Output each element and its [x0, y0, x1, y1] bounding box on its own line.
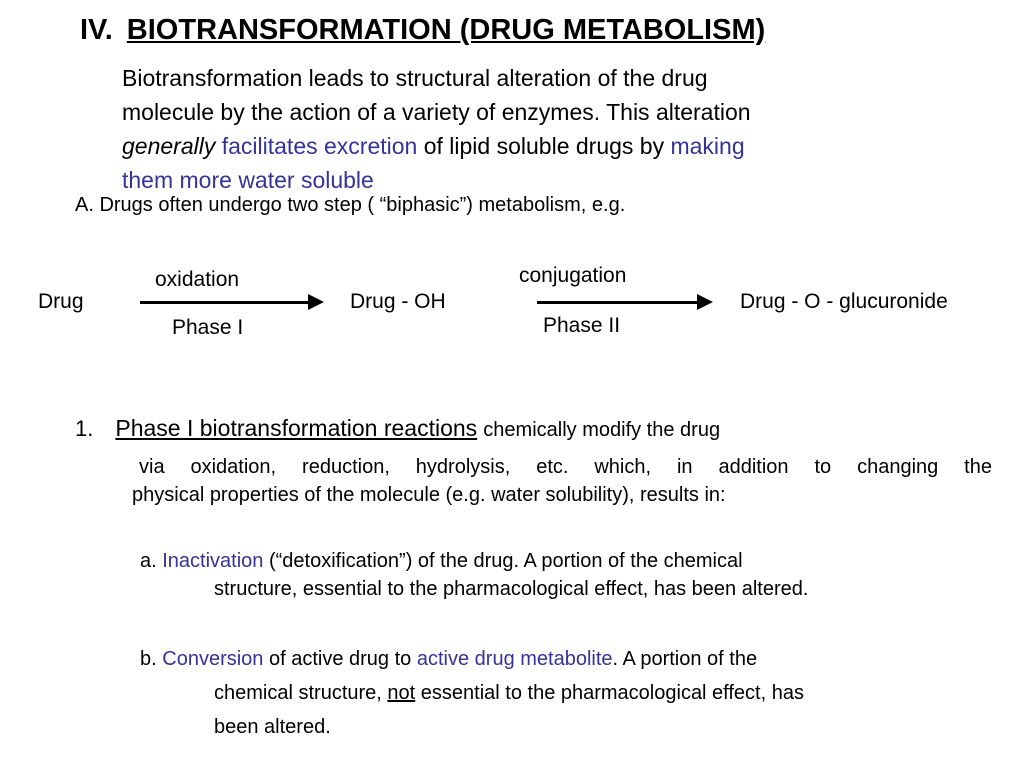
diagram-node-drug: Drug [38, 290, 84, 313]
intro-text: of lipid soluble drugs by [423, 133, 665, 159]
arrow1-label-top: oxidation [155, 268, 240, 291]
subpoint-prefix: b. [140, 648, 157, 670]
highlight-text: making [670, 133, 745, 159]
arrow2-label-bottom: Phase II [543, 314, 621, 337]
subpoint-text: (“detoxification”) of the drug. A portion of the chemical [268, 550, 743, 572]
arrow1-label-bottom: Phase I [172, 316, 244, 339]
arrow-1 [140, 301, 312, 304]
subpoint-text: . A portion of the [612, 648, 758, 670]
intro-line [122, 129, 751, 163]
diagram-node-glucuronide: Drug - O - glucuronide [740, 290, 948, 313]
subpoint-text: essential to the pharmacological effect, has [420, 682, 804, 704]
phase1-heading [75, 415, 720, 442]
subpoint-line [140, 676, 804, 710]
point-a: A. Drugs often undergo two step ( “biphasic”) metabolism, e.g. [75, 194, 626, 216]
intro-line: molecule by the action of a variety of enzymes. This alteration [122, 99, 751, 125]
highlight-text: Conversion [162, 648, 264, 670]
subpoint-line: structure, essential to the pharmacological effect, has been altered. [214, 578, 809, 600]
highlight-text: active drug metabolite [416, 648, 613, 670]
emphasis-text: generally [122, 133, 216, 159]
intro-line: Biotransformation leads to structural alteration of the drug [122, 65, 708, 91]
phase1-tail: chemically modify the drug [483, 419, 721, 441]
slide-title [80, 14, 765, 47]
arrow-2 [537, 301, 701, 304]
phase1-line: physical properties of the molecule (e.g. water solubility), results in: [132, 484, 726, 506]
intro-paragraph [122, 61, 751, 197]
phase1-line: via oxidation, reduction, hydrolysis, etc. which, in addition to changing the [139, 456, 992, 478]
highlight-text: them more water soluble [122, 167, 374, 193]
subpoint-prefix: a. [140, 550, 157, 572]
phase1-continuation [132, 453, 992, 509]
subpoint-line [140, 547, 808, 575]
section-heading: BIOTRANSFORMATION (DRUG METABOLISM) [126, 14, 766, 46]
emphasis-not: not [387, 682, 416, 704]
subpoint-text: chemical structure, [214, 682, 382, 704]
phase1-lead: Phase I biotransformation reactions [115, 415, 478, 441]
subpoint-line [140, 642, 804, 676]
list-number: 1. [75, 416, 94, 441]
subpoint-line: been altered. [214, 716, 331, 738]
diagram-node-drug-oh: Drug - OH [350, 290, 446, 313]
section-number: IV. [80, 14, 113, 46]
subpoint-a [140, 547, 808, 603]
subpoint-b [140, 642, 804, 744]
highlight-text: Inactivation [162, 550, 264, 572]
subpoint-text: of active drug to [268, 648, 412, 670]
arrow2-label-top: conjugation [519, 264, 627, 287]
highlight-text: facilitates excretion [221, 133, 418, 159]
